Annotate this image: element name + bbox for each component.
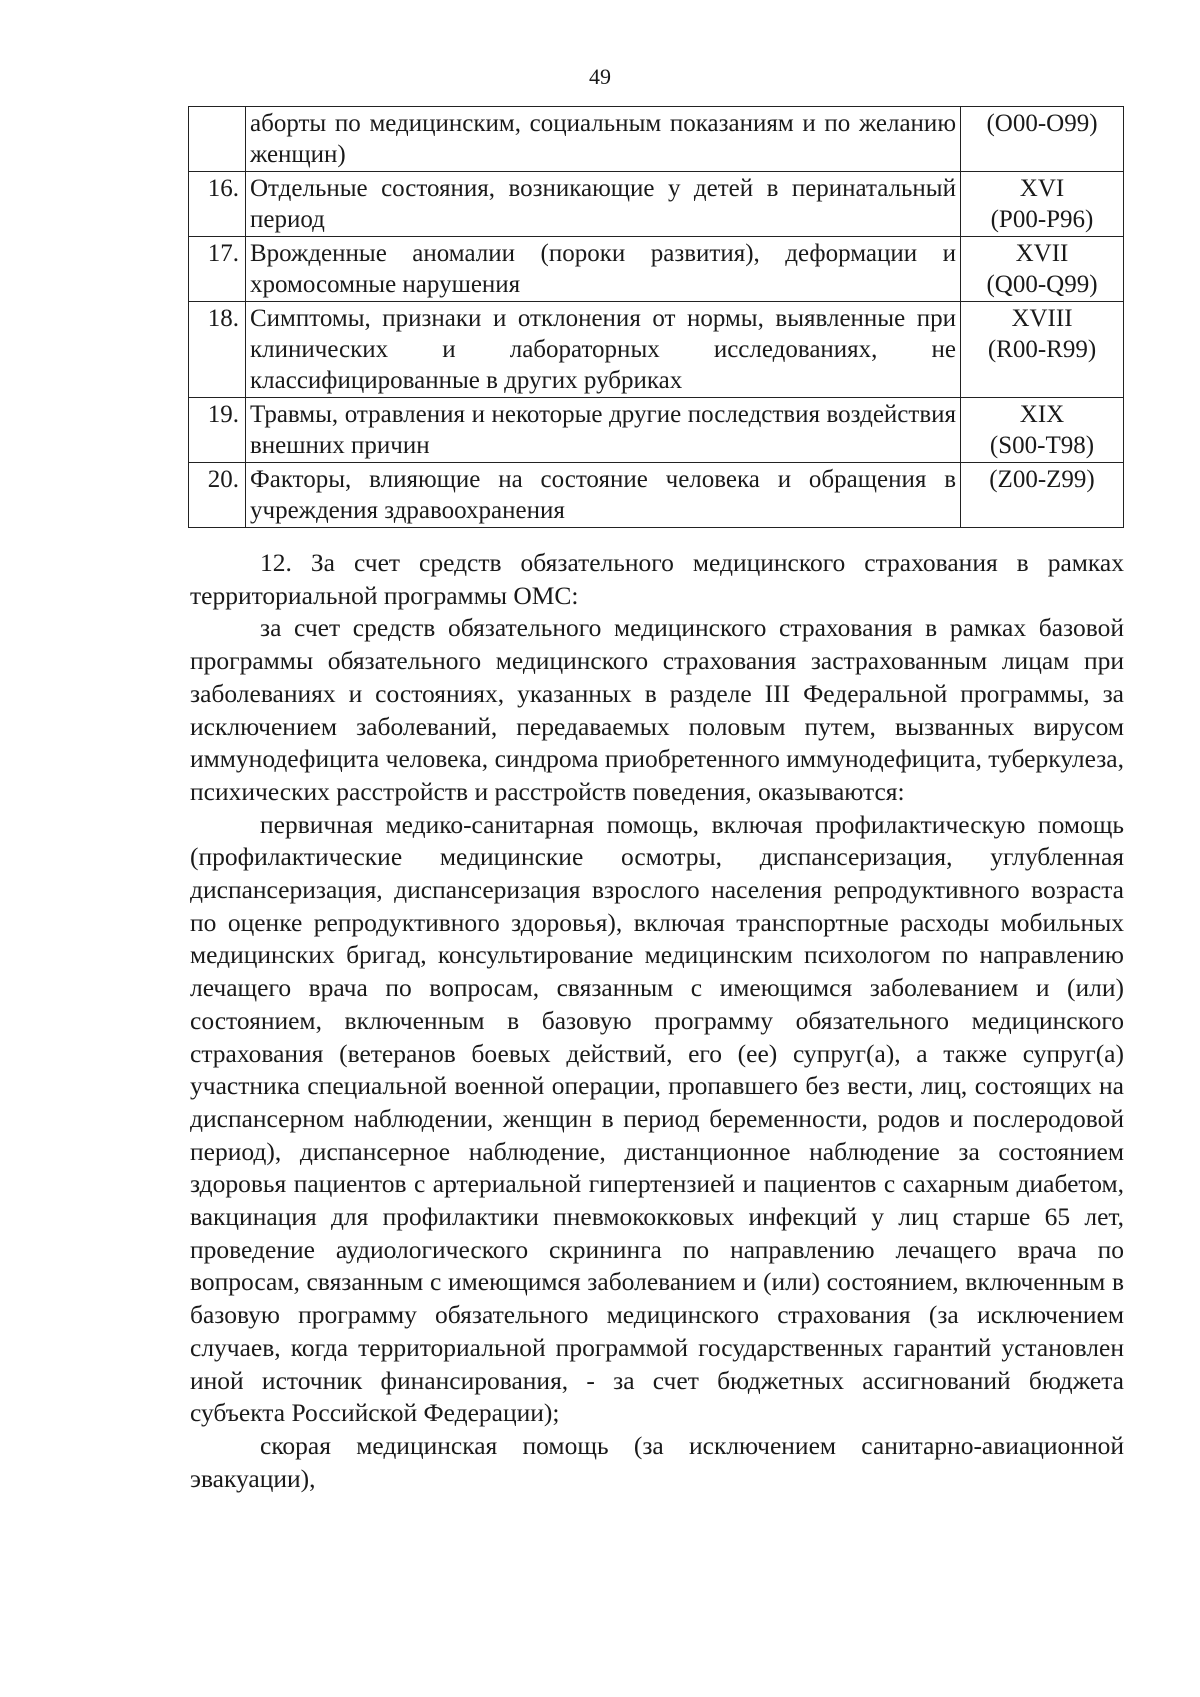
paragraph-item-12: 12. За счет средств обязательного медицинского страхования в рамках территориальной программы ОМС: (190, 548, 1124, 610)
class-numeral: XVI (1019, 175, 1065, 202)
row-number: 19. (189, 398, 246, 463)
table-row (189, 172, 1124, 237)
row-description: аборты по медицинским, социальным показаниям и по желанию женщин) (246, 107, 961, 172)
table-row (189, 398, 1124, 463)
row-code (961, 107, 1124, 172)
class-numeral: XIX (1019, 401, 1065, 428)
paragraph-emergency-care: скорая медицинская помощь (за исключением санитарно-авиационной эвакуации), (190, 1430, 1124, 1493)
row-description: Факторы, влияющие на состояние человека и обращения в учреждения здравоохранения (246, 463, 961, 528)
page-number: 49 (589, 64, 611, 89)
row-number (189, 107, 246, 172)
row-code (961, 463, 1124, 528)
disease-classes-table (188, 106, 1124, 528)
class-numeral: XVII (1015, 240, 1069, 267)
code-range: (R00-R99) (987, 336, 1097, 363)
row-description: Отдельные состояния, возникающие у детей в перинатальный период (246, 172, 961, 237)
row-code (961, 237, 1124, 302)
paragraph-basic-program: за счет средств обязательного медицинского страхования в рамках базовой программы обязательного медицинского страхования застрахованным лицам при заболеваниях и состояниях, указанных в разделе III Федеральной программы, за исключением заболеваний, передаваемых половым путем, вызванных вирусом иммунодефицита человека, синдрома приобретенного иммунодефицита, туберкулеза, психических расстройств и расстройств поведения, оказываются: (190, 613, 1124, 806)
row-code (961, 302, 1124, 398)
row-description: Врожденные аномалии (пороки развития), деформации и хромосомные нарушения (246, 237, 961, 302)
code-range: (Q00-Q99) (986, 271, 1098, 298)
row-number: 16. (189, 172, 246, 237)
table-row (189, 463, 1124, 528)
row-number: 18. (189, 302, 246, 398)
class-numeral: XVIII (1011, 305, 1073, 332)
row-number: 20. (189, 463, 246, 528)
table-row (189, 107, 1124, 172)
row-description: Симптомы, признаки и отклонения от нормы, выявленные при клинических и лабораторных исследованиях, не классифицированные в других рубриках (246, 302, 961, 398)
code-range: (O00-O99) (986, 110, 1098, 137)
paragraph-primary-care: первичная медико-санитарная помощь, включая профилактическую помощь (профилактические медицинские осмотры, диспансеризация, углубленная диспансеризация, диспансеризация взрослого населения репродуктивного возраста по оценке репродуктивного здоровья), включая транспортные расходы мобильных медицинских бригад, консультирование медицинским психологом по направлению лечащего врача по вопросам, связанным с имеющимся заболеванием и (или) состоянием, включенным в базовую программу обязательного медицинского страхования (ветеранов боевых действий, его (ее) супруг(а), а также супруг(а) участника специальной военной операции, пропавшего без вести, лиц, состоящих на диспансерном наблюдении, женщин в период беременности, родов и послеродовой период), диспансерное наблюдение, дистанционное наблюдение за состоянием здоровья пациентов с артериальной гипертензией и пациентов с сахарным диабетом, вакцинация для профилактики пневмококковых инфекций у лиц старше 65 лет, проведение аудиологического скрининга по направлению лечащего врача по вопросам, связанным с имеющимся заболеванием и (или) состоянием, включенным в базовую программу обязательного медицинского страхования (за исключением случаев, когда территориальной программой государственных гарантий установлен иной источник финансирования, - за счет бюджетных ассигнований бюджета субъекта Российской Федерации); (190, 809, 1124, 1428)
body-text (190, 547, 1124, 1495)
table-row (189, 302, 1124, 398)
table-row (189, 237, 1124, 302)
code-range: (S00-T98) (989, 432, 1095, 459)
code-range: (P00-P96) (990, 206, 1094, 233)
row-number: 17. (189, 237, 246, 302)
row-code (961, 398, 1124, 463)
row-description: Травмы, отравления и некоторые другие последствия воздействия внешних причин (246, 398, 961, 463)
row-code (961, 172, 1124, 237)
code-range: (Z00-Z99) (989, 466, 1095, 493)
